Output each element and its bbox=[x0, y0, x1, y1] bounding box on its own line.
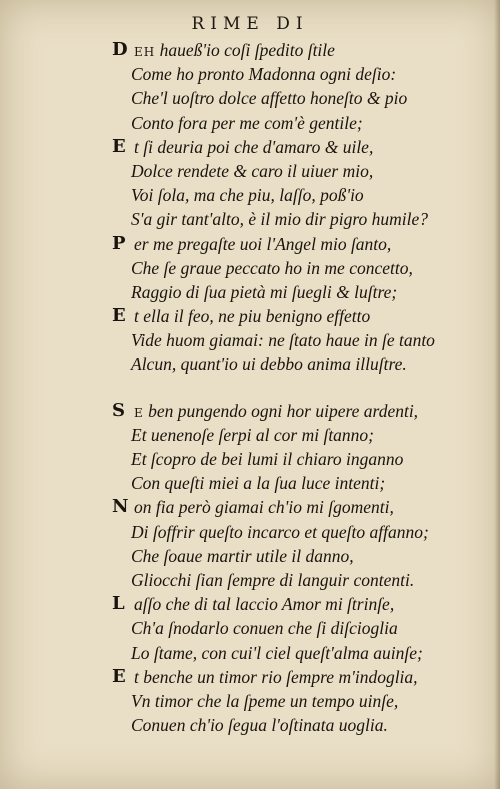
verse-line bbox=[0, 447, 500, 471]
verse-text: Come ho pronto Madonna ogni deſio: bbox=[131, 64, 397, 85]
verse-text: Ch'a ſnodarlo conuen che ſi diſciogliа bbox=[131, 618, 398, 639]
verse-line bbox=[0, 38, 500, 62]
verse-text: t benche un timor rio ſempre m'indoglia, bbox=[134, 666, 418, 687]
verse-line bbox=[0, 665, 500, 689]
verse-line bbox=[0, 689, 500, 713]
verse-smallcap: EH bbox=[134, 45, 156, 59]
verse-initial: D bbox=[112, 39, 128, 60]
running-title: RIME DI bbox=[191, 14, 309, 34]
verse-line bbox=[0, 135, 500, 159]
verse-line bbox=[0, 62, 500, 86]
verse-line bbox=[0, 495, 500, 519]
verse-text: Con queſti miei a la ſua luce intenti; bbox=[131, 473, 386, 494]
verse-text: S'a gir tant'alto, è il mio dir pigro humile? bbox=[131, 209, 429, 230]
verse-initial: P bbox=[112, 232, 126, 254]
verse-line bbox=[0, 471, 500, 495]
verse-text: Et ſcopro de bei lumi il chiaro inganno bbox=[131, 449, 404, 469]
verse-initial: E bbox=[112, 135, 126, 157]
verse-text: Et uenenoſe ſerpi al cor mi ſtanno; bbox=[131, 424, 375, 445]
verse-text: Vide huom giamai: ne ſtato haue in ſe tanto bbox=[131, 330, 435, 351]
verse-line bbox=[0, 616, 500, 640]
verse-text: Che'l uoſtro dolce affetto honeſto & pio bbox=[131, 88, 408, 109]
verse-line bbox=[0, 352, 500, 376]
verse-text: Raggio di ſua pietà mi ſuegli & luſtre; bbox=[131, 281, 398, 302]
verse-text: Dolce rendete & caro il uiuer mio, bbox=[131, 160, 374, 181]
verse-text: Voi ſola, ma che piu, laſſo, poß'io bbox=[131, 185, 364, 206]
verse-body bbox=[0, 38, 500, 737]
verse-text: er me pregaſte uoi l'Angel mio ſanto, bbox=[134, 233, 392, 254]
verse-text: haueß'io coſi ſpedito ſtile bbox=[155, 40, 335, 60]
verse-initial: S bbox=[112, 399, 125, 421]
verse-text: Conuen ch'io ſegua l'oſtinata uoglia. bbox=[131, 715, 388, 736]
verse-line bbox=[0, 256, 500, 280]
verse-line bbox=[0, 328, 500, 352]
sonnet-stanza bbox=[0, 38, 500, 377]
verse-text: t ella il feo, ne piu benigno effetto bbox=[134, 306, 371, 327]
verse-text: t ſi deuria poi che d'amaro & uile, bbox=[134, 136, 374, 157]
verse-text: Conto fora per me com'è gentile; bbox=[131, 112, 363, 133]
verse-line bbox=[0, 304, 500, 328]
verse-text: Vn timor che la ſpeme un tempo uinſe, bbox=[131, 690, 399, 711]
verse-line bbox=[0, 86, 500, 110]
verse-line bbox=[0, 280, 500, 304]
verse-text: ben pungendo ogni hor uipere ardenti, bbox=[143, 400, 419, 421]
verse-line bbox=[0, 592, 500, 616]
verse-text: Che ſoaue martir utile il danno, bbox=[131, 545, 354, 566]
verse-line bbox=[0, 520, 500, 544]
verse-line bbox=[0, 399, 500, 423]
verse-line bbox=[0, 713, 500, 737]
verse-text: Alcun, quant'io ui debbo anima illuſtre. bbox=[131, 354, 407, 375]
verse-initial: N bbox=[112, 496, 129, 518]
verse-line bbox=[0, 641, 500, 665]
verse-text: on fia però giamai ch'io mi ſgomenti, bbox=[134, 497, 394, 518]
verse-initial: E bbox=[112, 305, 126, 327]
verse-line bbox=[0, 111, 500, 135]
verse-line bbox=[0, 423, 500, 447]
verse-line bbox=[0, 232, 500, 256]
verse-text: Di ſoffrir queſto incarco et queſto affanno; bbox=[131, 521, 429, 542]
verse-line bbox=[0, 159, 500, 183]
verse-line bbox=[0, 183, 500, 207]
verse-smallcap: E bbox=[134, 405, 144, 420]
verse-initial: L bbox=[112, 593, 125, 615]
verse-text: Gliocchi ſian ſempre di languir contenti. bbox=[131, 569, 415, 590]
sonnet-stanza bbox=[0, 399, 500, 738]
verse-text: Lo ſtame, con cui'l ciel queſt'alma auinſe; bbox=[131, 642, 423, 663]
verse-line bbox=[0, 568, 500, 592]
verse-text: Che ſe graue peccato ho in me concetto, bbox=[131, 257, 413, 278]
verse-initial: E bbox=[112, 665, 126, 687]
verse-line bbox=[0, 544, 500, 568]
verse-line bbox=[0, 207, 500, 231]
verse-text: aſſo che di tal laccio Amor mi ſtrinſe, bbox=[134, 594, 395, 615]
